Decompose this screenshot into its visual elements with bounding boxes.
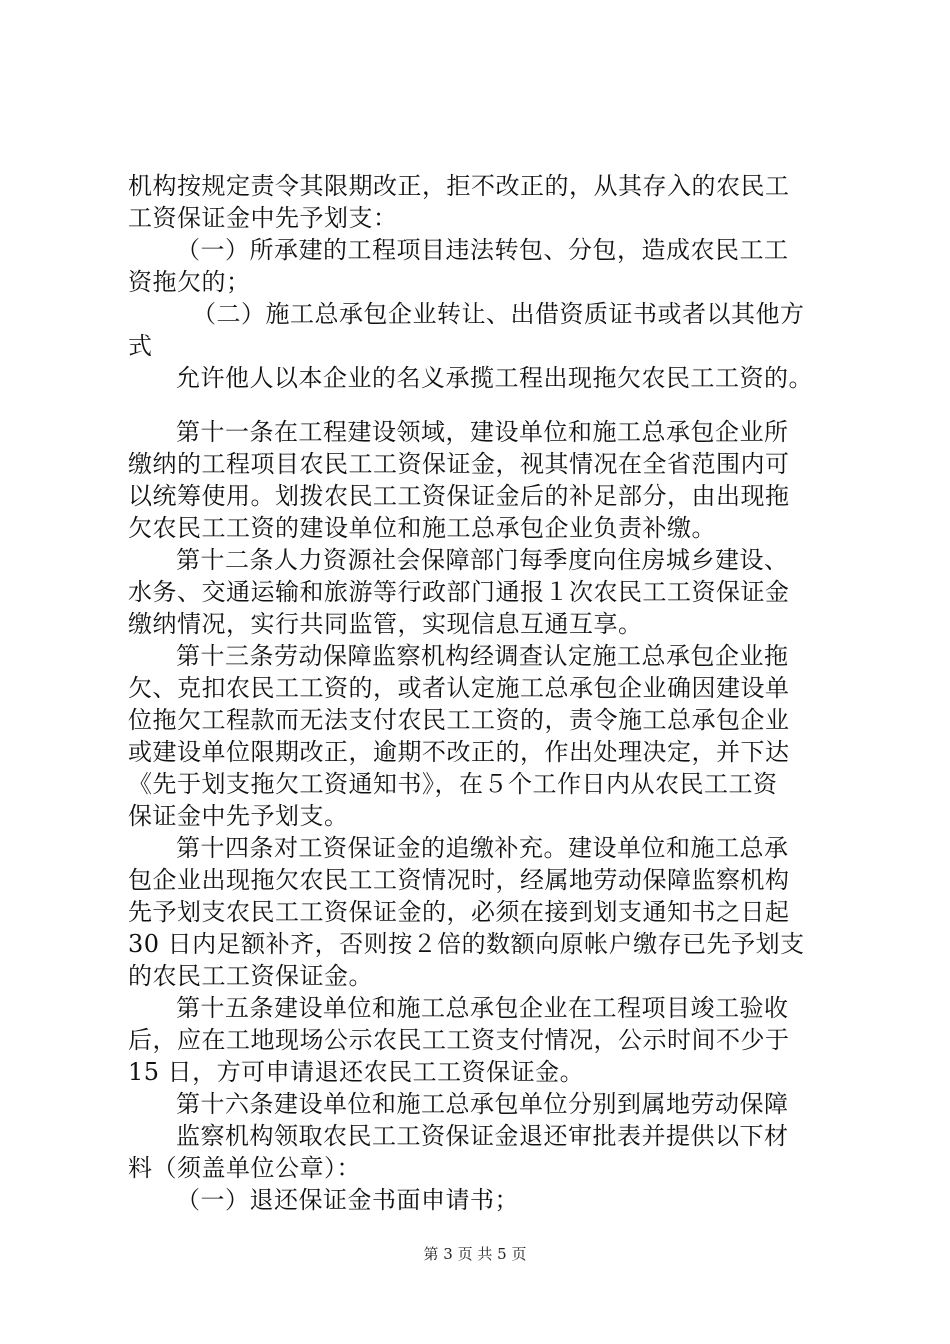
text-line: 料（须盖单位公章）： [128,1154,361,1182]
text-line: 第十六条建设单位和施工总承包单位分别到属地劳动保障 [176,1090,789,1118]
text-line: 水务、交通运输和旅游等行政部门通报１次农民工工资保证金 [128,578,790,606]
text-line: （二）施工总承包企业转让、出借资质证书或者以其他方 [192,300,805,328]
text-line: 机构按规定责令其限期改正，拒不改正的，从其存入的农民工 [128,172,790,200]
text-line: （一）所承建的工程项目违法转包、分包，造成农民工工 [176,236,789,264]
text-line: 《先于划支拖欠工资通知书》，在５个工作日内从农民工工资 [128,770,778,798]
text-line: 工资保证金中先予划支： [128,204,398,232]
text-line: 以统筹使用。划拨农民工工资保证金后的补足部分，由出现拖 [128,482,790,510]
text-line: 式 [128,332,153,360]
text-line: 的农民工工资保证金。 [128,962,373,990]
text-line: 欠、克扣农民工工资的，或者认定施工总承包企业确因建设单 [128,674,790,702]
text-line: 包企业出现拖欠农民工工资情况时，经属地劳动保障监察机构 [128,866,790,894]
text-line: 30 日内足额补齐，否则按２倍的数额向原帐户缴存已先予划支 [128,930,805,958]
text-line: 监察机构领取农民工工资保证金退还审批表并提供以下材 [176,1122,789,1150]
text-line: 第十一条在工程建设领域，建设单位和施工总承包企业所 [176,418,789,446]
text-line: 缴纳的工程项目农民工工资保证金，视其情况在全省范围内可 [128,450,790,478]
text-line: 资拖欠的； [128,268,251,296]
page-number-footer: 第 3 页 共 5 页 [423,1245,527,1263]
document-body [128,170,848,1216]
text-line: 允许他人以本企业的名义承揽工程出现拖欠农民工工资的。 [176,364,813,392]
text-line: （一）退还保证金书面申请书； [176,1186,519,1214]
text-line: 保证金中先予划支。 [128,802,349,830]
text-line: 先予划支农民工工资保证金的，必须在接到划支通知书之日起 [128,898,790,926]
text-line: 第十二条人力资源社会保障部门每季度向住房城乡建设、 [176,546,789,574]
text-line: 缴纳情况，实行共同监管，实现信息互通互享。 [128,610,643,638]
text-line: 后，应在工地现场公示农民工工资支付情况，公示时间不少于 [128,1026,790,1054]
text-line: 第十四条对工资保证金的追缴补充。建设单位和施工总承 [176,834,789,862]
text-line: 第十五条建设单位和施工总承包企业在工程项目竣工验收 [176,994,789,1022]
text-line: 或建设单位限期改正，逾期不改正的，作出处理决定，并下达 [128,738,790,766]
paragraph-gap [128,394,848,416]
text-line: 第十三条劳动保障监察机构经调查认定施工总承包企业拖 [176,642,789,670]
text-line: 位拖欠工程款而无法支付农民工工资的，责令施工总承包企业 [128,706,790,734]
text-line: 15 日，方可申请退还农民工工资保证金。 [128,1058,585,1086]
text-line: 欠农民工工资的建设单位和施工总承包企业负责补缴。 [128,514,716,542]
